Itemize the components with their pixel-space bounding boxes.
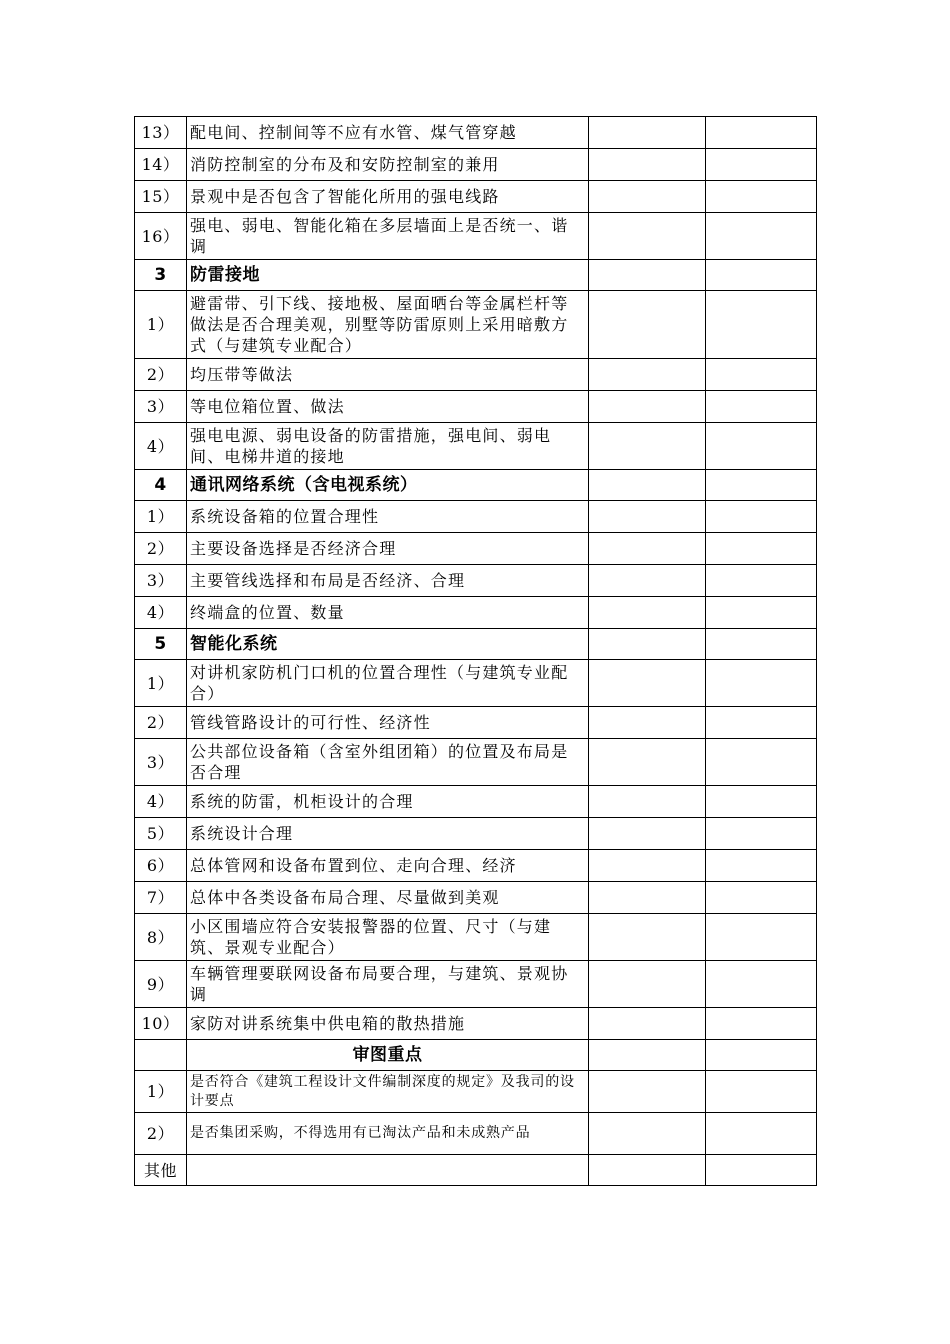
item-number: 4）	[135, 423, 187, 470]
check-cell	[589, 213, 706, 260]
item-description: 公共部位设备箱（含室外组团箱）的位置及布局是否合理	[187, 739, 589, 786]
review-checklist	[134, 116, 816, 1186]
item-description: 家防对讲系统集中供电箱的散热措施	[187, 1008, 589, 1040]
item-description	[187, 1155, 589, 1186]
remark-cell	[706, 149, 817, 181]
checklist-table	[134, 116, 817, 1186]
remark-cell	[706, 786, 817, 818]
item-number: 3）	[135, 739, 187, 786]
table-row	[135, 818, 817, 850]
item-number: 3）	[135, 565, 187, 597]
check-cell	[589, 181, 706, 213]
remark-cell	[706, 260, 817, 291]
item-description: 车辆管理要联网设备布局要合理，与建筑、景观协调	[187, 961, 589, 1008]
table-row	[135, 914, 817, 961]
remark-cell	[706, 1071, 817, 1113]
item-number: 1）	[135, 660, 187, 707]
section-number: 3	[135, 260, 187, 291]
item-description: 管线管路设计的可行性、经济性	[187, 707, 589, 739]
check-cell	[589, 149, 706, 181]
item-number: 7）	[135, 882, 187, 914]
remark-cell	[706, 291, 817, 359]
remark-cell	[706, 181, 817, 213]
section-row	[135, 629, 817, 660]
section-title: 通讯网络系统（含电视系统）	[187, 470, 589, 501]
check-cell	[589, 117, 706, 149]
item-number: 10）	[135, 1008, 187, 1040]
table-row	[135, 117, 817, 149]
remark-cell	[706, 660, 817, 707]
remark-cell	[706, 914, 817, 961]
check-cell	[589, 961, 706, 1008]
remark-cell	[706, 1113, 817, 1155]
check-cell	[589, 391, 706, 423]
table-row	[135, 533, 817, 565]
remark-cell	[706, 818, 817, 850]
table-row	[135, 786, 817, 818]
item-description: 对讲机家防机门口机的位置合理性（与建筑专业配合）	[187, 660, 589, 707]
table-row	[135, 291, 817, 359]
check-cell	[589, 359, 706, 391]
remark-cell	[706, 533, 817, 565]
item-number: 14）	[135, 149, 187, 181]
item-number: 4）	[135, 786, 187, 818]
remark-cell	[706, 117, 817, 149]
item-description: 主要设备选择是否经济合理	[187, 533, 589, 565]
check-cell	[589, 1155, 706, 1186]
section-title: 智能化系统	[187, 629, 589, 660]
check-cell	[589, 470, 706, 501]
table-row	[135, 423, 817, 470]
remark-cell	[706, 739, 817, 786]
remark-cell	[706, 501, 817, 533]
check-cell	[589, 739, 706, 786]
section-number: 4	[135, 470, 187, 501]
item-number: 2）	[135, 359, 187, 391]
item-number: 8）	[135, 914, 187, 961]
table-row	[135, 850, 817, 882]
item-number: 13）	[135, 117, 187, 149]
table-row	[135, 882, 817, 914]
section-title: 防雷接地	[187, 260, 589, 291]
check-cell	[589, 565, 706, 597]
item-number: 16）	[135, 213, 187, 260]
item-description: 是否集团采购，不得选用有已淘汰产品和未成熟产品	[187, 1113, 589, 1155]
item-number: 2）	[135, 533, 187, 565]
item-description: 主要管线选择和布局是否经济、合理	[187, 565, 589, 597]
check-cell	[589, 501, 706, 533]
check-cell	[589, 423, 706, 470]
table-row	[135, 1071, 817, 1113]
check-cell	[589, 707, 706, 739]
table-row	[135, 359, 817, 391]
section-number	[135, 1040, 187, 1071]
item-number: 9）	[135, 961, 187, 1008]
item-description: 总体管网和设备布置到位、走向合理、经济	[187, 850, 589, 882]
remark-cell	[706, 850, 817, 882]
item-description: 系统的防雷，机柜设计的合理	[187, 786, 589, 818]
table-row	[135, 707, 817, 739]
item-description: 消防控制室的分布及和安防控制室的兼用	[187, 149, 589, 181]
item-description: 小区围墙应符合安装报警器的位置、尺寸（与建筑、景观专业配合）	[187, 914, 589, 961]
item-number: 1）	[135, 1071, 187, 1113]
item-description: 终端盒的位置、数量	[187, 597, 589, 629]
section-row	[135, 260, 817, 291]
check-cell	[589, 629, 706, 660]
remark-cell	[706, 707, 817, 739]
item-number: 2）	[135, 1113, 187, 1155]
item-number: 1）	[135, 501, 187, 533]
table-row	[135, 213, 817, 260]
remark-cell	[706, 1008, 817, 1040]
item-description: 系统设计合理	[187, 818, 589, 850]
remark-cell	[706, 359, 817, 391]
check-cell	[589, 786, 706, 818]
section-title: 审图重点	[187, 1040, 589, 1071]
check-cell	[589, 533, 706, 565]
item-description: 避雷带、引下线、接地极、屋面晒台等金属栏杆等做法是否合理美观，别墅等防雷原则上采用暗敷方式（与建筑专业配合）	[187, 291, 589, 359]
item-number: 6）	[135, 850, 187, 882]
table-row	[135, 1113, 817, 1155]
item-number: 5）	[135, 818, 187, 850]
item-description: 均压带等做法	[187, 359, 589, 391]
table-row	[135, 181, 817, 213]
check-cell	[589, 850, 706, 882]
table-row	[135, 739, 817, 786]
item-number: 其他	[135, 1155, 187, 1186]
check-cell	[589, 914, 706, 961]
remark-cell	[706, 391, 817, 423]
item-number: 3）	[135, 391, 187, 423]
check-cell	[589, 882, 706, 914]
item-description: 等电位箱位置、做法	[187, 391, 589, 423]
table-row	[135, 501, 817, 533]
remark-cell	[706, 629, 817, 660]
remark-cell	[706, 423, 817, 470]
section-row	[135, 470, 817, 501]
item-number: 2）	[135, 707, 187, 739]
item-number: 15）	[135, 181, 187, 213]
check-cell	[589, 1040, 706, 1071]
item-description: 是否符合《建筑工程设计文件编制深度的规定》及我司的设计要点	[187, 1071, 589, 1113]
item-description: 强电电源、弱电设备的防雷措施，强电间、弱电间、电梯井道的接地	[187, 423, 589, 470]
item-description: 系统设备箱的位置合理性	[187, 501, 589, 533]
table-row	[135, 565, 817, 597]
table-row	[135, 149, 817, 181]
check-cell	[589, 660, 706, 707]
table-row	[135, 1008, 817, 1040]
remark-cell	[706, 597, 817, 629]
table-row	[135, 1155, 817, 1186]
section-row	[135, 1040, 817, 1071]
table-row	[135, 597, 817, 629]
check-cell	[589, 818, 706, 850]
item-description: 强电、弱电、智能化箱在多层墙面上是否统一、谐调	[187, 213, 589, 260]
item-description: 景观中是否包含了智能化所用的强电线路	[187, 181, 589, 213]
remark-cell	[706, 565, 817, 597]
item-description: 总体中各类设备布局合理、尽量做到美观	[187, 882, 589, 914]
check-cell	[589, 260, 706, 291]
remark-cell	[706, 961, 817, 1008]
item-number: 1）	[135, 291, 187, 359]
item-number: 4）	[135, 597, 187, 629]
remark-cell	[706, 1155, 817, 1186]
table-row	[135, 391, 817, 423]
remark-cell	[706, 213, 817, 260]
check-cell	[589, 1008, 706, 1040]
check-cell	[589, 1113, 706, 1155]
remark-cell	[706, 882, 817, 914]
remark-cell	[706, 1040, 817, 1071]
remark-cell	[706, 470, 817, 501]
table-row	[135, 961, 817, 1008]
check-cell	[589, 597, 706, 629]
check-cell	[589, 1071, 706, 1113]
check-cell	[589, 291, 706, 359]
item-description: 配电间、控制间等不应有水管、煤气管穿越	[187, 117, 589, 149]
section-number: 5	[135, 629, 187, 660]
table-row	[135, 660, 817, 707]
